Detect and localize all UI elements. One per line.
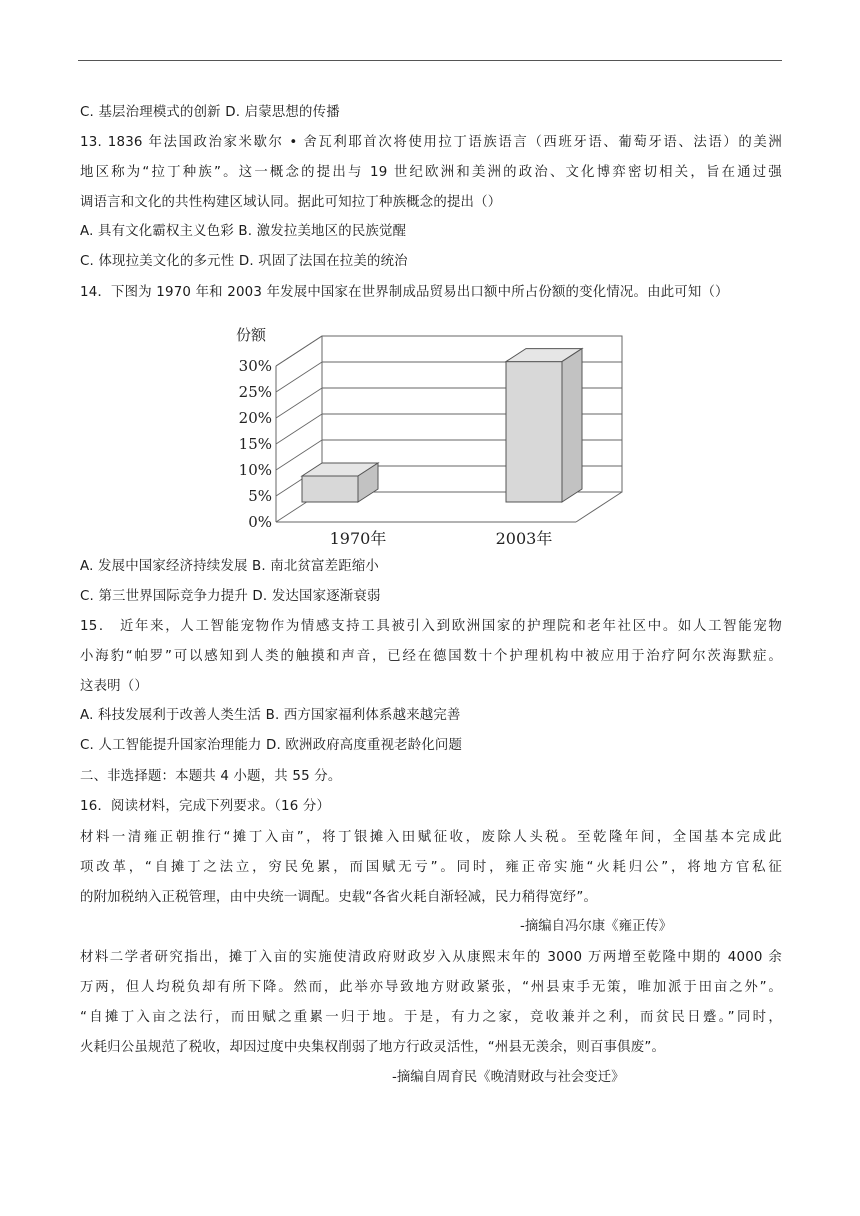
q13-options-cd: C. 体现拉美文化的多元性 D. 巩固了法国在拉美的统治 xyxy=(80,254,408,269)
material2-source: -摘编自周育民《晚清财政与社会变迁》 xyxy=(392,1070,625,1085)
q14-options-cd: C. 第三世界国际竞争力提升 D. 发达国家逐渐衰弱 xyxy=(80,589,381,604)
y-tick-label: 5% xyxy=(248,487,272,505)
y-axis-label: 份额 xyxy=(236,326,267,344)
q15-options-ab: A. 科技发展利于改善人类生活 B. 西方国家福利体系越来越完善 xyxy=(80,708,461,723)
y-axis-ticks xyxy=(239,357,272,531)
y-tick-label: 30% xyxy=(238,357,272,375)
gridline-left-20% xyxy=(276,388,322,418)
gridline-left-30% xyxy=(276,336,322,366)
y-tick-label: 10% xyxy=(238,461,272,479)
gridline-left-25% xyxy=(276,362,322,392)
header-rule xyxy=(78,60,782,61)
q16-stem: 16．阅读材料，完成下列要求。（16 分） xyxy=(80,799,331,814)
q14-options-ab: A. 发展中国家经济持续发展 B. 南北贫富差距缩小 xyxy=(80,559,380,574)
material2-line1: 材料二学者研究指出，摊丁入亩的实施使清政府财政岁入从康熙末年的 3000 万两增至乾隆中期的 4000 余 xyxy=(80,950,782,965)
x-tick-label: 2003年 xyxy=(495,529,553,548)
y-tick-label: 15% xyxy=(238,435,272,453)
bar-side-2003年 xyxy=(562,349,582,502)
q13-stem-line3: 调语言和文化的共性构建区域认同。据此可知拉丁种族概念的提出（） xyxy=(80,195,502,210)
material1-line2: 项改革，“自摊丁之法立，穷民免累，而国赋无亏”。同时，雍正帝实施“火耗归公”，将地方官私征 xyxy=(80,860,782,875)
y-tick-label: 20% xyxy=(238,409,272,427)
y-tick-label: 0% xyxy=(248,513,272,531)
share-bar-chart xyxy=(232,316,624,548)
section-heading: 二、非选择题：本题共 4 小题，共 55 分。 xyxy=(80,769,342,784)
material1-source: -摘编自冯尔康《雍正传》 xyxy=(520,919,673,934)
bar-front-2003年 xyxy=(506,362,562,502)
material1-line3: 的附加税纳入正税管理，由中央统一调配。史载“各省火耗自渐轻减，民力稍得宽纾”。 xyxy=(80,890,598,905)
q13-options-ab: A. 具有文化霸权主义色彩 B. 激发拉美地区的民族觉醒 xyxy=(80,224,407,239)
material2-line3: “自摊丁入亩之法行，而田赋之重累一归于地。于是，有力之家，竞收兼并之利，而贫民日蹙。”同时， xyxy=(80,1010,782,1025)
x-tick-label: 1970年 xyxy=(329,529,387,548)
q14-stem: 14．下图为 1970 年和 2003 年发展中国家在世界制成品贸易出口额中所占份额的变化情况。由此可知（） xyxy=(80,285,729,300)
x-axis-labels xyxy=(330,529,553,548)
y-tick-label: 25% xyxy=(238,383,272,401)
q13-stem-line2: 地区称为“拉丁种族”。这一概念的提出与 19 世纪欧洲和美洲的政治、文化博弈密切相关，旨在通过强 xyxy=(80,165,782,180)
q15-stem-line2: 小海豹“帕罗”可以感知到人类的触摸和声音，已经在德国数十个护理机构中被应用于治疗阿尔茨海默症。 xyxy=(80,649,782,664)
q12-options-cd: C. 基层治理模式的创新 D. 启蒙思想的传播 xyxy=(80,105,340,120)
material2-line2: 万两，但人均税负却有所下降。然而，此举亦导致地方财政紧张，“州县束手无策，唯加派于田亩之外”。 xyxy=(80,980,782,995)
gridline-left-10% xyxy=(276,440,322,470)
chart-floor-right-edge xyxy=(576,492,622,522)
material1-line1: 材料一清雍正朝推行“摊丁入亩”，将丁银摊入田赋征收，废除人头税。至乾隆年间，全国基本完成此 xyxy=(80,830,782,845)
q13-stem-line1: 13. 1836 年法国政治家米歇尔 • 舍瓦利耶首次将使用拉丁语族语言（西班牙语、葡萄牙语、法语）的美洲 xyxy=(80,135,782,150)
bar-front-1970年 xyxy=(302,476,358,502)
material2-line4: 火耗归公虽规范了税收，却因过度中央集权削弱了地方行政灵活性，“州县无羡余，则百事俱废”。 xyxy=(80,1040,666,1055)
gridline-left-15% xyxy=(276,414,322,444)
q15-stem-line3: 这表明（） xyxy=(80,679,148,694)
q15-stem-line1: 15． 近年来，人工智能宠物作为情感支持工具被引入到欧洲国家的护理院和老年社区中。如人工智能宠物 xyxy=(80,619,782,634)
q15-options-cd: C. 人工智能提升国家治理能力 D. 欧洲政府高度重视老龄化问题 xyxy=(80,738,463,753)
